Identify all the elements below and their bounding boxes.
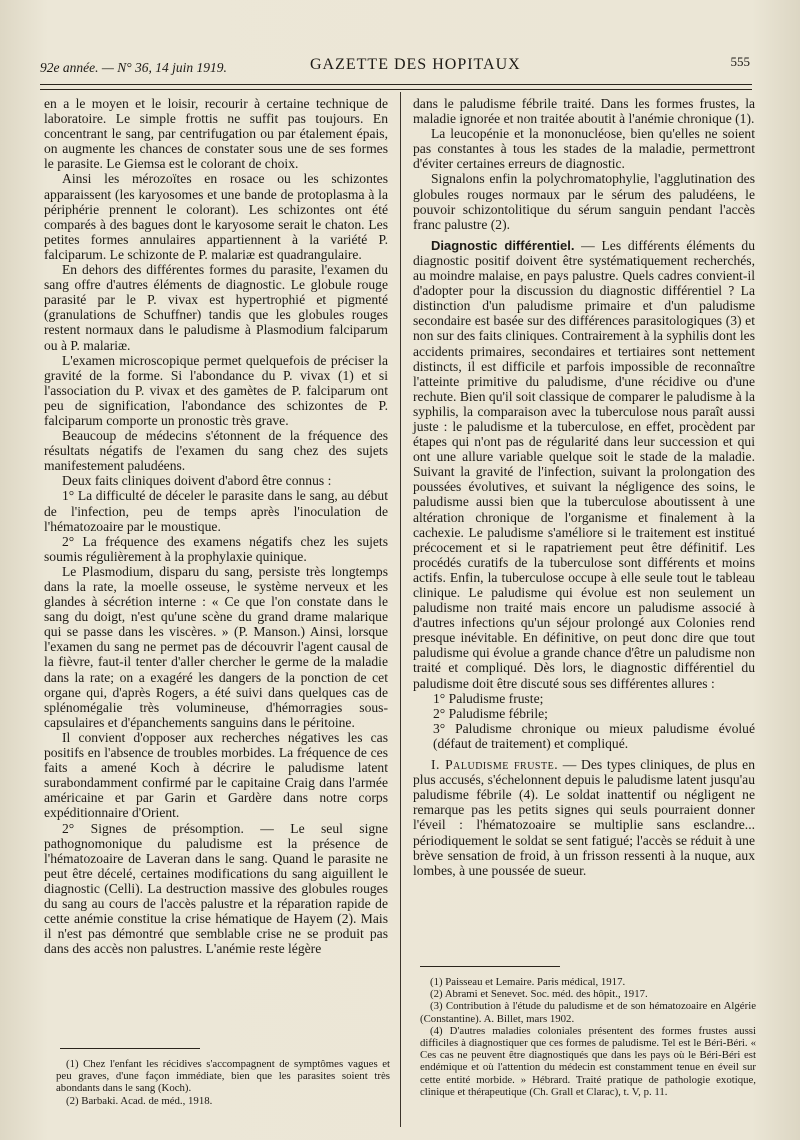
paragraph: 1° La difficulté de déceler le parasite dans le sang, au début de l'infection, peu de temps après l'inoculation de l'hématozoaire par le moustique. (44, 488, 388, 534)
page-header (40, 54, 750, 78)
list-item: 2° Paludisme fébrile; (433, 705, 548, 721)
right-column (413, 96, 755, 878)
section-paragraph (413, 757, 755, 878)
list-item: 3° Paludisme chronique ou mieux paludisme évolué (défaut de traitement) et compliqué. (433, 720, 755, 751)
footnote: (1) Chez l'enfant les récidives s'accompagnent de symptômes vagues et peu graves, d'une façon immédiate, bien que les parasites soient très abondants dans le sang (Koch). (56, 1058, 390, 1095)
paragraph: La leucopénie et la mononucléose, bien qu'elles ne soient pas constantes à tous les stades de la maladie, permettront d'éviter certaines erreurs de diagnostic. (413, 126, 755, 172)
footnote-rule (60, 1048, 200, 1049)
footnotes-right (420, 976, 756, 1098)
footnote: (4) D'autres maladies coloniales présentent des formes frustes aussi difficiles à diagnostiquer que ces formes de paludisme. Tel est le Béri-Béri. « Ces cas ne peuvent être diagnostiqués que dans les pays où le Béri-Béri est endémique et où l'attention du médecin est constamment tenue en éveil sur cette entité morbide. » Hébrard. Traité pratique de pathologie exotique, clinique et thérapeutique (Ch. Grall et Clarac), t. V, p. 11. (420, 1024, 756, 1098)
paragraph: dans le paludisme fébrile traité. Dans les formes frustes, la maladie ignorée et non traitée aboutit à l'anémie chronique (1). (413, 96, 755, 127)
paragraph: En dehors des différentes formes du parasite, l'examen du sang offre d'autres éléments de diagnostic. Le globule rouge parasité par le P. vivax est hypertrophié et pigmenté (granulations de Schuffner) tandis que les globules rouges restent normaux dans le paludisme à Plasmodium falciparum ou à P. malariæ. (44, 262, 388, 353)
paragraph: L'examen microscopique permet quelquefois de préciser la gravité de la forme. Si l'abondance du P. vivax (1) et si l'association du P. vivax et des gamètes de P. falciparum ont peu de signification, l'abondance des schizontes de P. falciparum comporte un pronostic très grave. (44, 352, 388, 428)
paragraph: en a le moyen et le loisir, recourir à certaine technique de laboratoire. Le simple frottis ne suffit pas toujours. En concentrant le sang, par centrifugation ou par étalement épais, on augmente les chances de constater sous une de ses formes le parasite. Le Giemsa est le colorant de choix. (44, 96, 388, 172)
header-rule (40, 84, 752, 85)
column-divider (400, 92, 401, 1127)
allure-list (413, 691, 755, 751)
footnote: (2) Abrami et Senevet. Soc. méd. des hôpit., 1917. (430, 988, 648, 1001)
section-paragraph (413, 238, 755, 691)
header-rule-thin (40, 89, 752, 90)
page-number: 555 (730, 54, 750, 69)
paragraph-text: — Les différents éléments du diagnostic positif doivent être systématiquement recherchés, au moindre malaise, en pays palustre. Quels cadres convient-il d'adopter pour la discussion du diagnostic différentiel ? La distinction d'un paludisme primaire et d'un paludisme secondaire est basée sur des différences parasitologiques (3) et non sur des faits cliniques. Contrairement à la syphilis dont les accidents primaires, secondaires et tertiaires sont nettement distincts, il est difficile et parfois impossible de reconnaître l'atteinte primitive du paludisme, d'une récidive ou d'une rechute. Bien qu'il soit classique de comparer le paludisme à la syphilis, la comparaison avec la tuberculose nous paraît aussi juste : le paludisme et la tuberculose, en effet, procèdent par étapes qui n'ont pas de régularité dans leur succession et qui ont une allure variable quelque soit le stade de la maladie. Suivant la gravité de l'infection, suivant la prolongation des poussées évolutives, et suivant la négligence des soins, le paludisme aussi bien que la tuberculose aboutissent à une altération chronique de l'organisme et finalement à la cachexie. Le paludisme s'améliore si le traitement est institué précocement et si le rapatriement peut être définitif. Les procédés curatifs de la tuberculose sont différents et moins actifs. Enfin, la tuberculose occupe à elle seule tout le tableau clinique. Le paludisme qui évolue est non seulement un paludisme non traité mais encore un paludisme associé à d'autres infections qu'un séjour prolongé aux Colonies rend presque inévitable. En définitive, on peut donc dire que tout paludisme qui évolue a grande chance d'être un paludisme non traité et compliqué. Dès lors, le diagnostic différentiel du paludisme doit être discuté sous ses différentes allures : (413, 237, 755, 691)
footnote: (2) Barbaki. Acad. de méd., 1918. (66, 1094, 213, 1107)
subsection-heading: I. Paludisme fruste. (431, 757, 559, 773)
paragraph: Ainsi les mérozoïtes en rosace ou les schizontes apparaissent (les karyosomes et une bande de protoplasma à la périphérie prennent le colorant). Les schizontes ont été comparés à des bagues dont le karyosome serait le chaton. Les petites formes annulaires appartiennent à la variété P. falciparum. Le schizonte de P. malariæ est quadrangulaire. (44, 171, 388, 262)
paragraph: Signalons enfin la polychromatophylie, l'agglutination des globules rouges normaux par le sérum des paludéens, le pouvoir schizontolitique du sérum sanguin pendant l'accès franc palustre (2). (413, 171, 755, 232)
paragraph-text: — Des types cliniques, de plus en plus accusés, s'échelonnent depuis le paludisme latent jusqu'au paludisme fébrile (4). Le soldat inattentif ou négligent ne remarque pas les petits signes qui seuls pourraient donner l'éveil : l'hématozoaire se multiplie sans esclandre... périodiquement le soldat se sent fatigué; l'accès se réduit à une brève sensation de froid, à un frisson ressenti à la nuque, aux lombes, à une poussée de sueur. (413, 757, 755, 878)
section-heading: Diagnostic différentiel. (431, 237, 575, 253)
left-column (44, 96, 388, 956)
paragraph: 2° Signes de présomption. — Le seul signe pathognomonique du paludisme est la présence de l'hématozoaire de Laveran dans le sang. Quand le parasite ne peut être décelé, certaines modifications du sang aiguillent le diagnostic (Celli). La destruction massive des globules rouges du sang au cours de l'accès palustre et la réparation rapide de cette anémie constitue la crise hématique de Hayem (2). Mais il n'est pas démontré que semblable crise ne se produit pas dans des accès non palustres. L'anémie reste légère (44, 820, 388, 957)
footnote-rule (420, 966, 560, 967)
paragraph: Il convient d'opposer aux recherches négatives les cas positifs en l'absence de troubles morbides. La fréquence de ces faits a amené Koch à décrire le paludisme latent surabondamment confirmé par le capitaine Craig dans l'armée américaine et par Garin et Gardère dans notre corps expéditionnaire d'Orient. (44, 729, 388, 821)
paragraph: Deux faits cliniques doivent d'abord être connus : (62, 473, 332, 489)
paragraph: Le Plasmodium, disparu du sang, persiste très longtemps dans la rate, la moelle osseuse, le système nerveux et les glandes à sécrétion interne : « Ce que l'on constate dans le sang du doigt, n'est qu'une scène du grand drame malarique qui se passe dans les viscères. » (P. Manson.) Ainsi, lorsque l'examen du sang ne permet pas de découvrir l'agent causal de la fièvre, faut-il tenter d'aller chercher le germe de la maladie dans la rate; on a exagéré les dangers de la ponction de cet organe qui, d'après Rogers, a été suivi dans quelques cas de splénomégalie très volumineuse, d'hémorragies sous-capsulaires et d'épanchements sanguins dans le péritoine. (44, 563, 388, 730)
footnote: (1) Paisseau et Lemaire. Paris médical, 1917. (430, 976, 626, 988)
paragraph: Beaucoup de médecins s'étonnent de la fréquence des résultats négatifs de l'examen du sang chez des sujets manifestement paludéens. (44, 428, 388, 474)
footnotes-left (56, 1058, 390, 1107)
list-item: 1° Paludisme fruste; (433, 690, 544, 706)
footnote: (3) Contribution à l'étude du paludisme et de son hématozoaire en Algérie (Constantine). A. Billet, mars 1902. (420, 1000, 756, 1025)
journal-title: GAZETTE DES HOPITAUX (310, 56, 521, 73)
paragraph: 2° La fréquence des examens négatifs chez les sujets soumis régulièrement à la prophylaxie quinique. (44, 533, 388, 564)
issue-info: 92e année. — N° 36, 14 juin 1919. (40, 60, 227, 75)
